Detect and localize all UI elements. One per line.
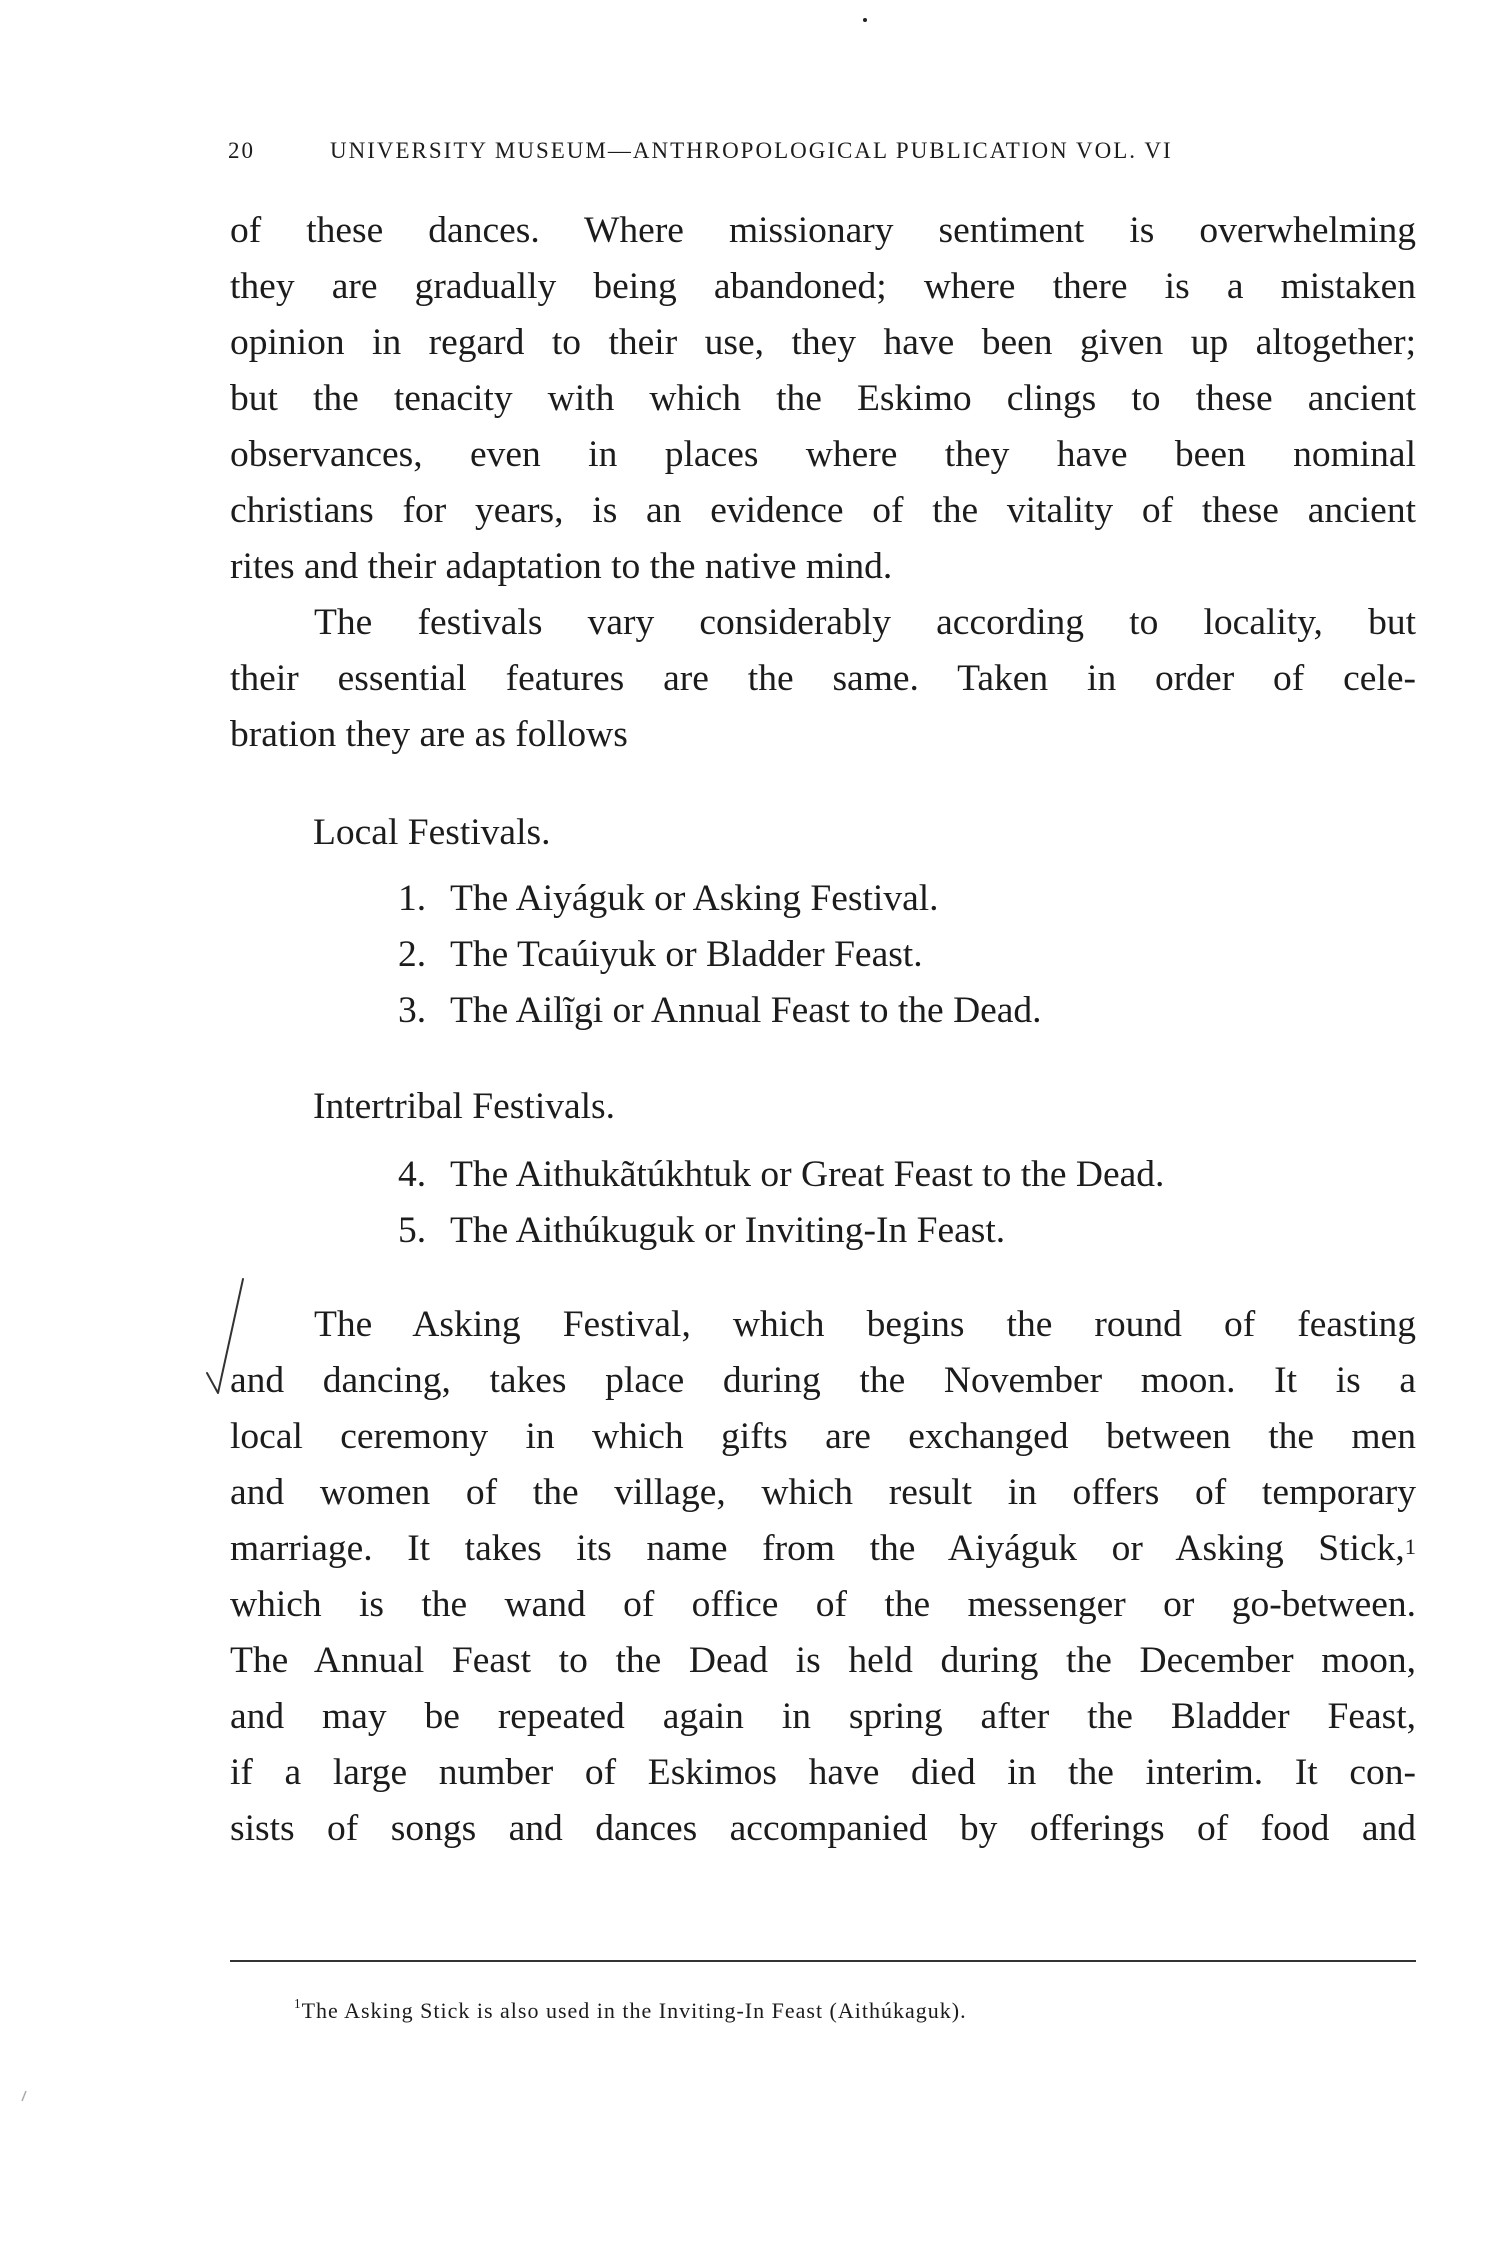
festival-name: The Tcaúiyuk or Bladder Feast. [450,934,923,975]
festival-list-item [398,1150,1164,1200]
paragraph-1-line: opinion in regard to their use, they have been given up altogether; [230,322,1416,363]
paragraph-2-line: bration they are as follows [230,714,628,755]
festival-list-item [398,1206,1005,1256]
paragraph-3-line: which is the wand of office of the messenger or go-between. [230,1584,1416,1625]
paragraph-3-line: sists of songs and dances accompanied by offerings of food and [230,1808,1416,1849]
festival-number: 3. [398,990,427,1031]
local-festivals-heading: Local Festivals. [313,812,551,853]
stray-mark-icon [20,2090,28,2102]
footnote-reference: 1 [1404,1534,1416,1559]
running-title: UNIVERSITY MUSEUM—ANTHROPOLOGICAL PUBLICATION VOL. VI [330,138,1173,163]
paragraph-1-line: christians for years, is an evidence of the vitality of these ancient [230,490,1416,531]
paragraph-1-line: observances, even in places where they have been nominal [230,434,1416,475]
festival-number: 1. [398,878,427,919]
ink-speck [863,18,867,22]
paragraph-3-line [230,1524,1416,1574]
intertribal-festivals-heading: Intertribal Festivals. [313,1086,616,1127]
footnote-text: The Asking Stick is also used in the Inviting-In Feast (Aithúkaguk). [301,1998,967,2023]
paragraph-3-line: and women of the village, which result in offers of temporary [230,1472,1416,1513]
festival-list-item [398,930,923,980]
paragraph-3-line: The Asking Festival, which begins the round of feasting [314,1304,1416,1345]
paragraph-1-line: they are gradually being abandoned; where there is a mistaken [230,266,1416,307]
festival-list-item [398,874,939,924]
paragraph-1-line: of these dances. Where missionary sentiment is overwhelming [230,210,1416,251]
paragraph-3-line: and may be repeated again in spring after the Bladder Feast, [230,1696,1416,1737]
festival-number: 5. [398,1210,427,1251]
footnote [294,1998,967,2024]
festival-number: 2. [398,934,427,975]
festival-name: The Aithukãtúkhtuk or Great Feast to the Dead. [450,1154,1165,1195]
paragraph-3-line: if a large number of Eskimos have died in the interim. It con- [230,1752,1416,1793]
festival-name: The Ailĩgi or Annual Feast to the Dead. [450,990,1042,1031]
paragraph-3-line: and dancing, takes place during the November moon. It is a [230,1360,1416,1401]
running-header [228,138,1308,178]
footnote-rule [230,1960,1416,1962]
festival-name: The Aiyáguk or Asking Festival. [450,878,939,919]
festival-number: 4. [398,1154,427,1195]
footnote-marker: 1 [294,1996,302,2011]
paragraph-1-line: but the tenacity with which the Eskimo clings to these ancient [230,378,1416,419]
festival-name: The Aithúkuguk or Inviting-In Feast. [450,1210,1006,1251]
festival-list-item [398,986,1042,1036]
paragraph-2-line: The festivals vary considerably according to locality, but [314,602,1416,643]
paragraph-3-line-text: marriage. It takes its name from the Aiyáguk or Asking Stick, [230,1528,1405,1569]
paragraph-1-line: rites and their adaptation to the native mind. [230,546,893,587]
paragraph-3-line: The Annual Feast to the Dead is held during the December moon, [230,1640,1416,1681]
page-number: 20 [228,138,255,163]
paragraph-2-line: their essential features are the same. Taken in order of cele- [230,658,1416,699]
paragraph-3-line: local ceremony in which gifts are exchanged between the men [230,1416,1416,1457]
